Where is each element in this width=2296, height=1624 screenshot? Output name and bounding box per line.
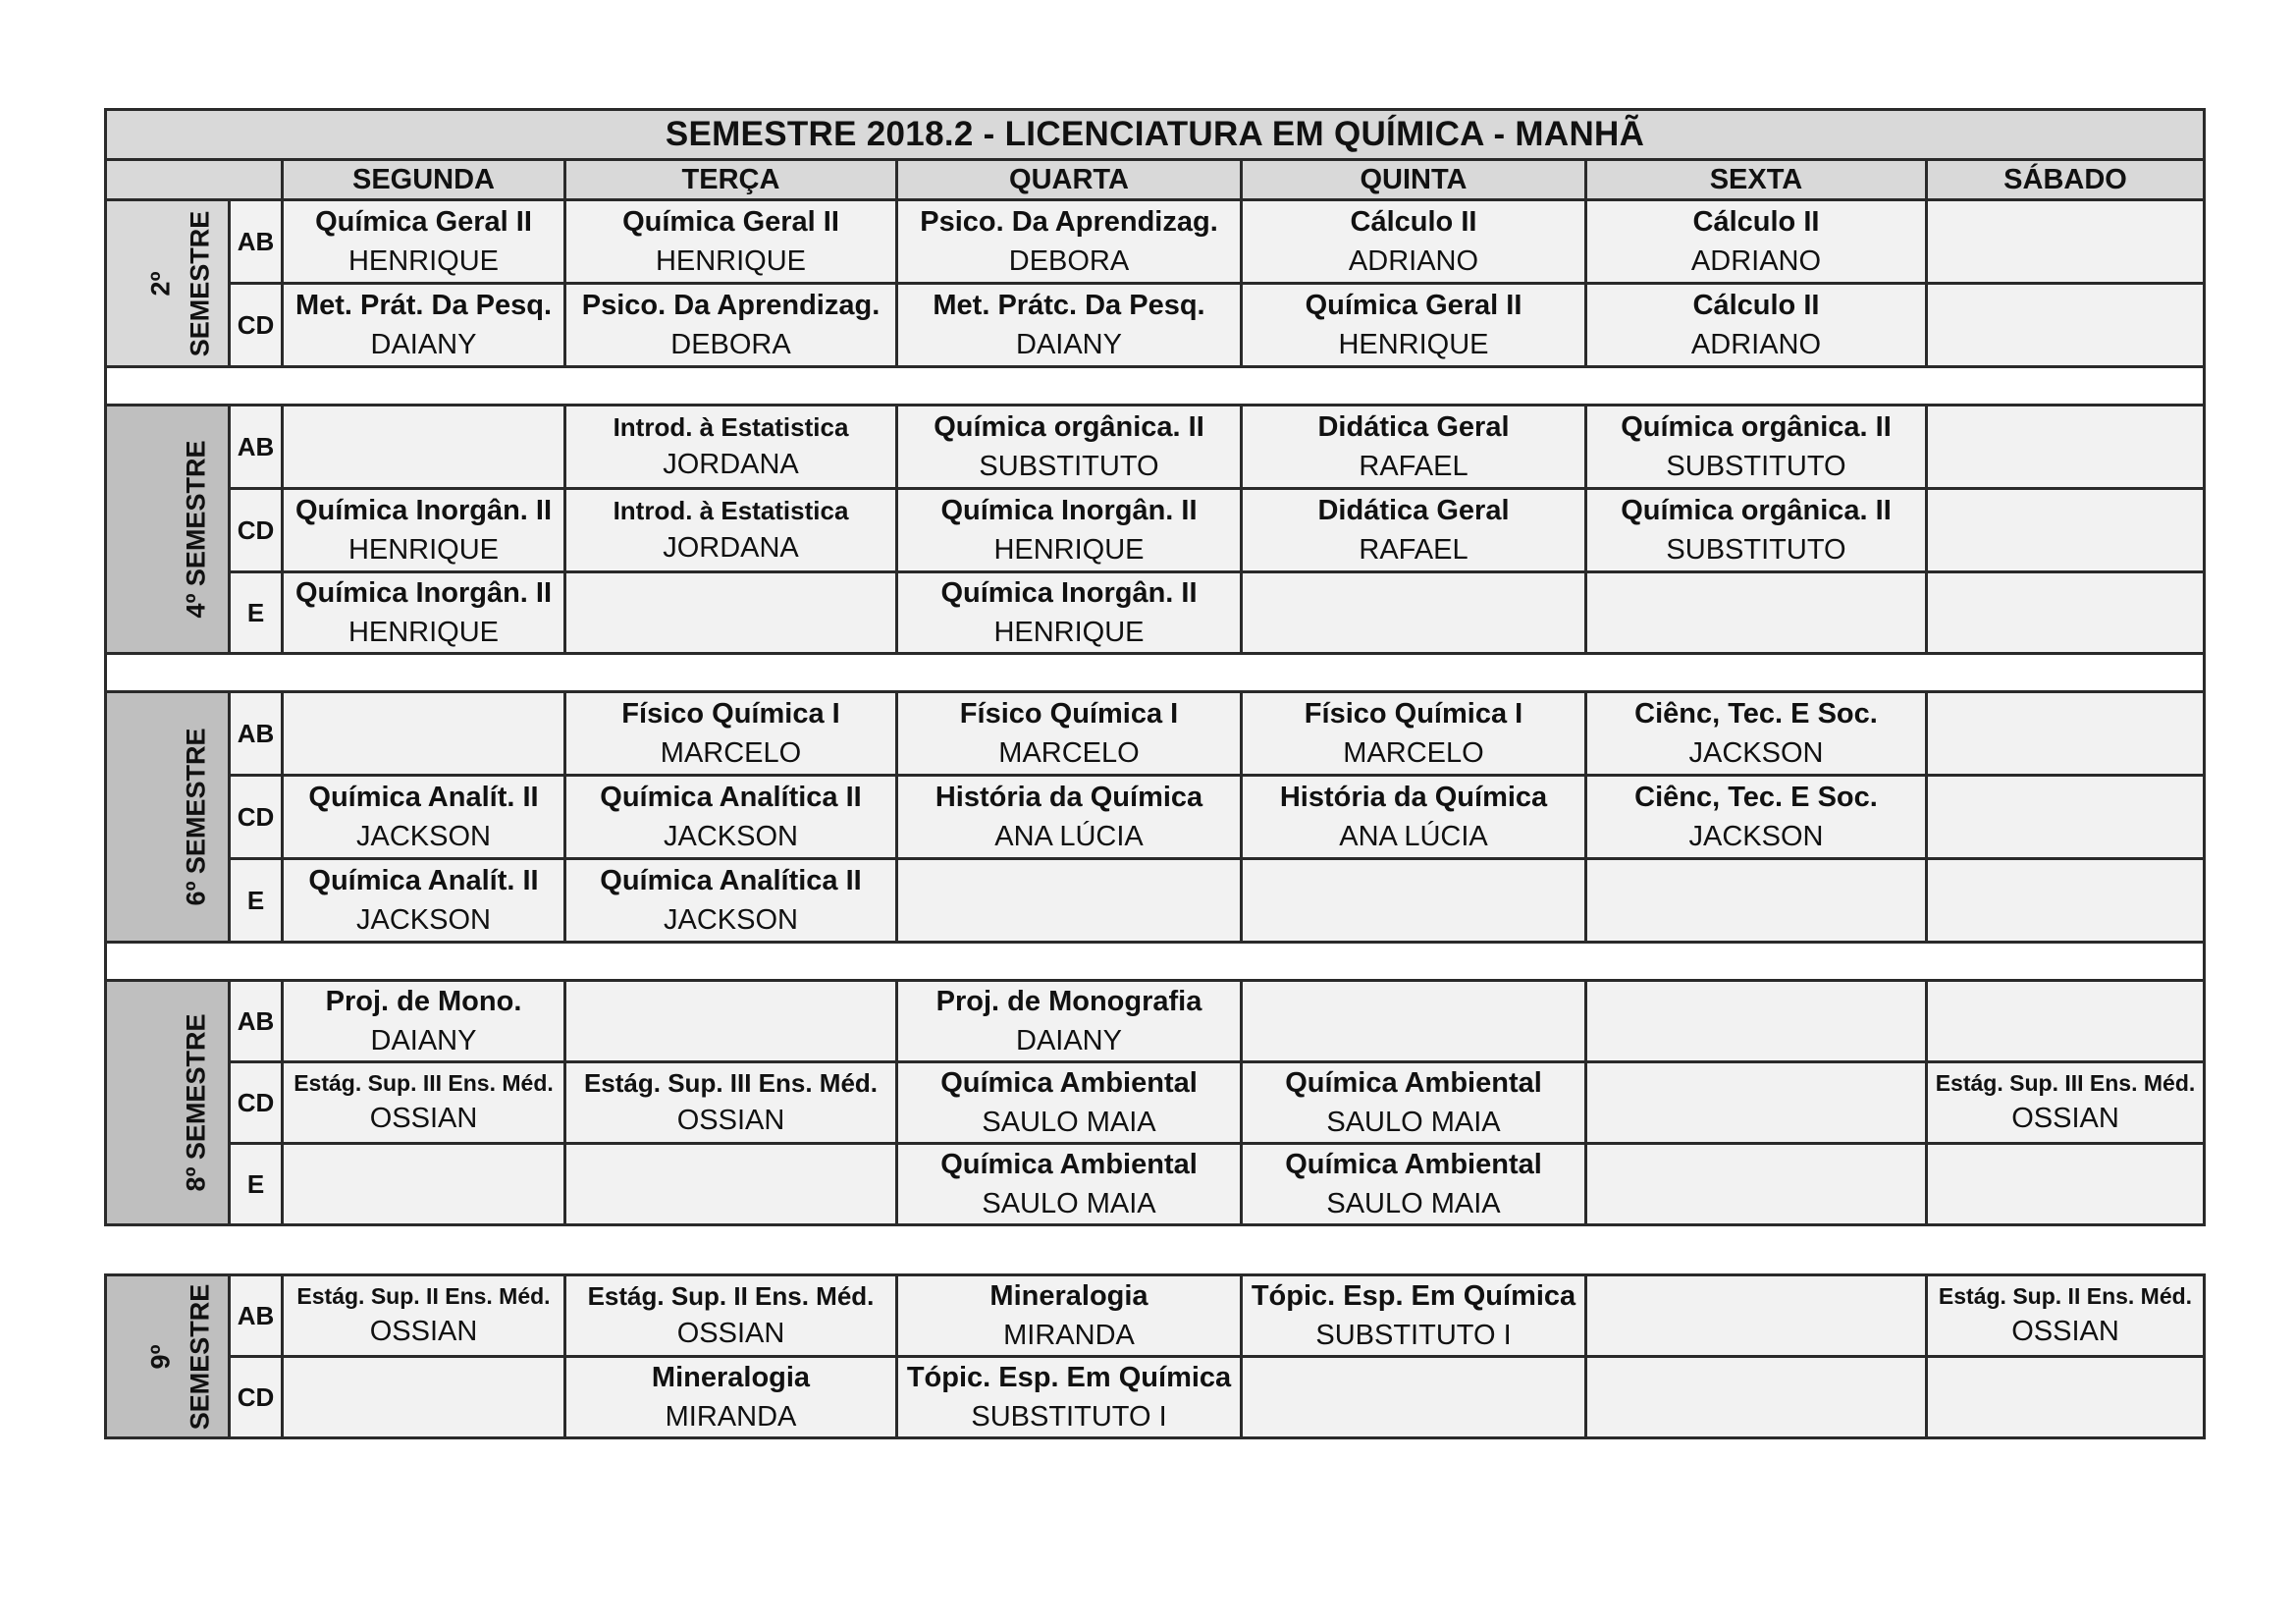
subject: Estág. Sup. II Ens. Méd. (587, 1280, 875, 1311)
class-slot (1242, 1275, 1586, 1357)
professor: ADRIANO (1690, 245, 1822, 277)
class-slot (897, 489, 1242, 572)
subject: Química Analít. II (308, 864, 539, 896)
group-label: AB (230, 1275, 283, 1357)
class-slot (1927, 776, 2205, 859)
class-slot (565, 200, 897, 284)
class-slot (1586, 1062, 1927, 1144)
class-slot (1927, 200, 2205, 284)
group-label: CD (230, 776, 283, 859)
group-label: E (230, 572, 283, 654)
class-slot (565, 1144, 897, 1225)
professor: RAFAEL (1359, 451, 1468, 482)
day-header-sexta: SEXTA (1586, 160, 1927, 200)
professor: DEBORA (670, 329, 791, 360)
professor: SUBSTITUTO (1666, 534, 1846, 566)
day-header-terca: TERÇA (565, 160, 897, 200)
class-slot (1586, 776, 1927, 859)
subject: Química Geral II (1305, 289, 1522, 321)
class-slot (1927, 1062, 2205, 1144)
class-slot (1242, 200, 1586, 284)
class-slot (283, 859, 565, 943)
class-slot (565, 692, 897, 776)
professor: SUBSTITUTO (979, 451, 1159, 482)
class-slot (565, 859, 897, 943)
class-slot (897, 1357, 1242, 1438)
class-slot (1586, 692, 1927, 776)
subject: Introd. à Estatistica (613, 495, 849, 525)
professor: SAULO MAIA (982, 1188, 1156, 1219)
semester-label-9-line1: 9º (145, 1344, 176, 1369)
professor: OSSIAN (2011, 1316, 2119, 1348)
subject: Química Geral II (315, 205, 532, 238)
class-slot (1927, 489, 2205, 572)
subject: Tópic. Esp. Em Química (1251, 1279, 1576, 1312)
semester-label-9-line2: SEMESTRE (185, 1283, 215, 1430)
class-slot (1586, 1144, 1927, 1225)
class-slot (897, 859, 1242, 943)
subject: Estág. Sup. II Ens. Méd. (1938, 1282, 2193, 1309)
schedule-title: SEMESTRE 2018.2 - LICENCIATURA EM QUÍMICA - MANHÃ (106, 110, 2205, 160)
class-slot (565, 406, 897, 489)
professor: HENRIQUE (347, 617, 500, 648)
professor: SUBSTITUTO I (971, 1401, 1167, 1433)
group-label: AB (230, 692, 283, 776)
class-slot (1586, 981, 1927, 1062)
group-label: AB (230, 981, 283, 1062)
subject: Físico Química I (1304, 697, 1523, 730)
class-slot (283, 692, 565, 776)
class-slot (283, 489, 565, 572)
class-slot (1927, 981, 2205, 1062)
professor: MIRANDA (1003, 1320, 1135, 1351)
class-slot (565, 1062, 897, 1144)
class-slot (565, 572, 897, 654)
professor: HENRIQUE (655, 245, 807, 277)
class-slot (1242, 406, 1586, 489)
semester-label-8 (106, 981, 230, 1225)
subject: Físico Química I (621, 697, 840, 730)
class-slot (1242, 776, 1586, 859)
subject: Química Ambiental (1285, 1066, 1542, 1099)
professor: HENRIQUE (993, 617, 1145, 648)
semester-label-8-text: 8º SEMESTRE (181, 1013, 211, 1192)
class-slot (1242, 1144, 1586, 1225)
subject: Química Ambiental (940, 1066, 1198, 1099)
subject: Estág. Sup. III Ens. Méd. (583, 1067, 879, 1098)
section-spacer (106, 367, 2205, 406)
professor: MARCELO (660, 737, 802, 769)
professor: ANA LÚCIA (994, 821, 1144, 852)
professor: DAIANY (370, 1025, 477, 1056)
subject: Tópic. Esp. Em Química (906, 1361, 1232, 1393)
professor: JORDANA (663, 532, 799, 565)
subject: Química orgânica. II (1621, 410, 1892, 443)
professor: DAIANY (370, 329, 477, 360)
subject: Proj. de Monografia (935, 985, 1202, 1017)
professor: ADRIANO (1690, 329, 1822, 360)
class-slot (283, 1357, 565, 1438)
semester-label-4-text: 4º SEMESTRE (181, 440, 211, 619)
day-header-quinta: QUINTA (1242, 160, 1586, 200)
professor: OSSIAN (369, 1316, 478, 1348)
class-slot (565, 981, 897, 1062)
professor: JACKSON (356, 904, 491, 936)
section-spacer (106, 943, 2205, 981)
class-slot (897, 1144, 1242, 1225)
class-slot (283, 572, 565, 654)
class-slot (1242, 692, 1586, 776)
professor: SUBSTITUTO I (1315, 1320, 1512, 1351)
group-label: E (230, 859, 283, 943)
subject: Química orgânica. II (934, 410, 1204, 443)
class-slot (1927, 406, 2205, 489)
professor: SAULO MAIA (1326, 1107, 1501, 1138)
day-header-segunda: SEGUNDA (283, 160, 565, 200)
professor: OSSIAN (676, 1105, 785, 1137)
class-slot (1586, 1357, 1927, 1438)
class-slot (283, 776, 565, 859)
class-slot (1927, 284, 2205, 367)
class-slot (565, 489, 897, 572)
class-slot (1927, 572, 2205, 654)
semester-label-9 (106, 1275, 230, 1438)
class-slot (1927, 1275, 2205, 1357)
class-slot (565, 1275, 897, 1357)
subject: Mineralogia (651, 1361, 811, 1393)
professor: JACKSON (1688, 821, 1824, 852)
subject: Química Inorgân. II (940, 494, 1198, 526)
subject: Ciênc, Tec. E Soc. (1634, 697, 1878, 730)
subject: Ciênc, Tec. E Soc. (1634, 781, 1878, 813)
class-slot (1586, 572, 1927, 654)
group-label: CD (230, 1357, 283, 1438)
subject: Química Geral II (622, 205, 839, 238)
class-slot (565, 776, 897, 859)
subject: Química Analítica II (600, 781, 862, 813)
semester-label-4 (106, 406, 230, 654)
professor: ANA LÚCIA (1339, 821, 1488, 852)
subject: Cálculo II (1692, 205, 1820, 238)
professor: JACKSON (1688, 737, 1824, 769)
class-slot (897, 572, 1242, 654)
professor: MARCELO (1343, 737, 1484, 769)
class-slot (1927, 859, 2205, 943)
ninth-semester-table (104, 1273, 2206, 1439)
class-slot (1927, 692, 2205, 776)
subject: Química Inorgân. II (940, 576, 1198, 609)
class-slot (1242, 859, 1586, 943)
subject: Química Analítica II (600, 864, 862, 896)
semester-label-6 (106, 692, 230, 943)
subject: Psico. Da Aprendizag. (920, 205, 1218, 238)
subject: Química orgânica. II (1621, 494, 1892, 526)
section-spacer (106, 654, 2205, 692)
class-slot (897, 1062, 1242, 1144)
schedule-table (104, 108, 2206, 1226)
subject: Química Ambiental (1285, 1148, 1542, 1180)
subject: Met. Prátc. Da Pesq. (933, 289, 1205, 321)
day-header-sabado: SÁBADO (1927, 160, 2205, 200)
class-slot (283, 1062, 565, 1144)
subject: Cálculo II (1350, 205, 1477, 238)
professor: DEBORA (1008, 245, 1130, 277)
class-slot (1242, 284, 1586, 367)
class-slot (1242, 1062, 1586, 1144)
class-slot (283, 981, 565, 1062)
class-slot (1586, 406, 1927, 489)
class-slot (1242, 489, 1586, 572)
professor: DAIANY (1016, 329, 1122, 360)
class-slot (897, 200, 1242, 284)
professor: HENRIQUE (993, 534, 1145, 566)
professor: ADRIANO (1348, 245, 1479, 277)
subject: Mineralogia (989, 1279, 1148, 1312)
group-label: AB (230, 406, 283, 489)
class-slot (897, 692, 1242, 776)
group-label: CD (230, 1062, 283, 1144)
subject: Físico Química I (959, 697, 1179, 730)
professor: JACKSON (664, 821, 798, 852)
class-slot (897, 776, 1242, 859)
group-label: CD (230, 284, 283, 367)
header-corner (106, 160, 283, 200)
semester-label-2-line1: 2º (145, 271, 176, 296)
class-slot (1586, 200, 1927, 284)
professor: MARCELO (998, 737, 1140, 769)
class-slot (1242, 981, 1586, 1062)
professor: OSSIAN (676, 1318, 785, 1350)
class-slot (283, 1275, 565, 1357)
subject: Química Ambiental (940, 1148, 1198, 1180)
professor: RAFAEL (1359, 534, 1468, 566)
class-slot (283, 1144, 565, 1225)
group-label: CD (230, 489, 283, 572)
class-slot (283, 200, 565, 284)
subject: Química Inorgân. II (294, 576, 553, 609)
professor: OSSIAN (369, 1103, 478, 1135)
class-slot (283, 284, 565, 367)
subject: Introd. à Estatistica (613, 411, 849, 442)
class-slot (1242, 572, 1586, 654)
subject: Didática Geral (1317, 410, 1510, 443)
professor: OSSIAN (2011, 1103, 2119, 1135)
professor: HENRIQUE (1338, 329, 1489, 360)
class-slot (1586, 284, 1927, 367)
professor: MIRANDA (665, 1401, 797, 1433)
class-slot (565, 1357, 897, 1438)
subject: Estág. Sup. III Ens. Méd. (1935, 1069, 2196, 1096)
professor: JACKSON (356, 821, 491, 852)
semester-label-2 (106, 200, 230, 367)
class-slot (1927, 1144, 2205, 1225)
semester-label-6-text: 6º SEMESTRE (181, 728, 211, 906)
professor: HENRIQUE (347, 245, 500, 277)
class-slot (897, 1275, 1242, 1357)
professor: HENRIQUE (347, 534, 500, 566)
class-slot (897, 284, 1242, 367)
subject: Cálculo II (1692, 289, 1820, 321)
class-slot (1586, 489, 1927, 572)
class-slot (283, 406, 565, 489)
group-label: AB (230, 200, 283, 284)
subject: Met. Prát. Da Pesq. (294, 289, 553, 321)
day-header-quarta: QUARTA (897, 160, 1242, 200)
class-slot (1927, 1357, 2205, 1438)
professor: SAULO MAIA (1326, 1188, 1501, 1219)
professor: SUBSTITUTO (1666, 451, 1846, 482)
subject: Química Inorgân. II (294, 494, 553, 526)
subject: Estág. Sup. III Ens. Méd. (294, 1069, 554, 1096)
subject: Didática Geral (1317, 494, 1510, 526)
class-slot (1242, 1357, 1586, 1438)
group-label: E (230, 1144, 283, 1225)
class-slot (1586, 1275, 1927, 1357)
subject: Proj. de Mono. (325, 985, 522, 1017)
class-slot (897, 981, 1242, 1062)
subject: História da Química (1279, 781, 1548, 813)
subject: Estág. Sup. II Ens. Méd. (296, 1282, 551, 1309)
professor: JACKSON (664, 904, 798, 936)
professor: SAULO MAIA (982, 1107, 1156, 1138)
semester-label-2-line2: SEMESTRE (185, 210, 215, 356)
class-slot (897, 406, 1242, 489)
class-slot (1586, 859, 1927, 943)
subject: História da Química (934, 781, 1203, 813)
subject: Psico. Da Aprendizag. (581, 289, 881, 321)
class-slot (565, 284, 897, 367)
professor: DAIANY (1016, 1025, 1122, 1056)
subject: Química Analít. II (308, 781, 539, 813)
professor: JORDANA (663, 449, 799, 481)
